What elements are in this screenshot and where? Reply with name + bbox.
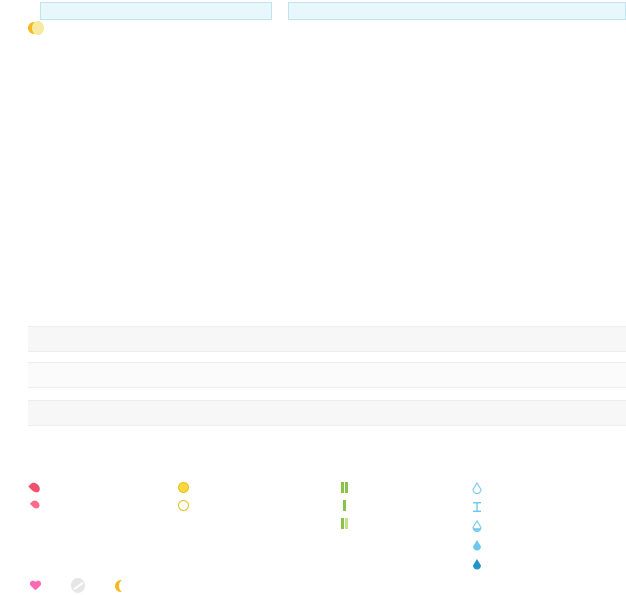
fluid-watery-icon [470,539,484,551]
legend-bottom-row [28,578,135,593]
cervical-fluid-row[interactable] [28,400,626,426]
pill-icon [71,578,85,593]
phase2-summary [288,2,626,20]
legend-item-watery [470,539,626,551]
legend-item-ov-positive [176,482,331,493]
legend-item-dry [470,482,626,494]
fluid-creamy-icon [470,520,484,532]
legend-item-eggwhite [470,558,626,570]
chart-header [0,0,626,22]
legend-col-cervical-fluid [470,474,626,577]
fluid-eggwhite-icon [470,558,484,570]
circle-yellow-filled-icon [176,482,190,493]
temperature-chart [28,22,626,304]
y-axis-labels [0,22,28,304]
legend-item-medication [71,578,92,593]
drop-red-icon [28,482,42,493]
two-bars-light-green-icon [338,518,352,529]
calendar-date-row[interactable] [28,428,626,444]
chart-plot-area [28,22,626,304]
legend-item-sticky [470,501,626,513]
legend-item-lunar-calendar [114,580,135,592]
legend-col-ovulation-test [176,474,331,518]
moon-legend-icon [114,580,128,592]
cycle-day-row[interactable] [28,306,626,324]
legend-item-spotting [28,500,178,509]
sexual-act-row[interactable] [28,362,626,388]
legend-item-menstruation [28,482,178,493]
legend-item-creamy [470,520,626,532]
two-bars-green-icon [338,482,352,493]
one-bar-green-icon [338,500,352,511]
legend-col-menstruation [28,474,178,516]
legend-item-ov-negative [176,500,331,511]
ovulation-test-row[interactable] [28,326,626,352]
fluid-dry-icon [470,482,484,494]
circle-yellow-empty-icon [176,500,190,511]
phase1-summary [40,2,272,20]
legend-item-sexual-act [28,581,49,591]
drop-red-small-icon [28,500,42,509]
top-axis-day-labels [28,26,626,40]
temperature-line [28,22,626,304]
heart-pink-icon [28,581,42,591]
fluid-sticky-icon [470,501,484,513]
